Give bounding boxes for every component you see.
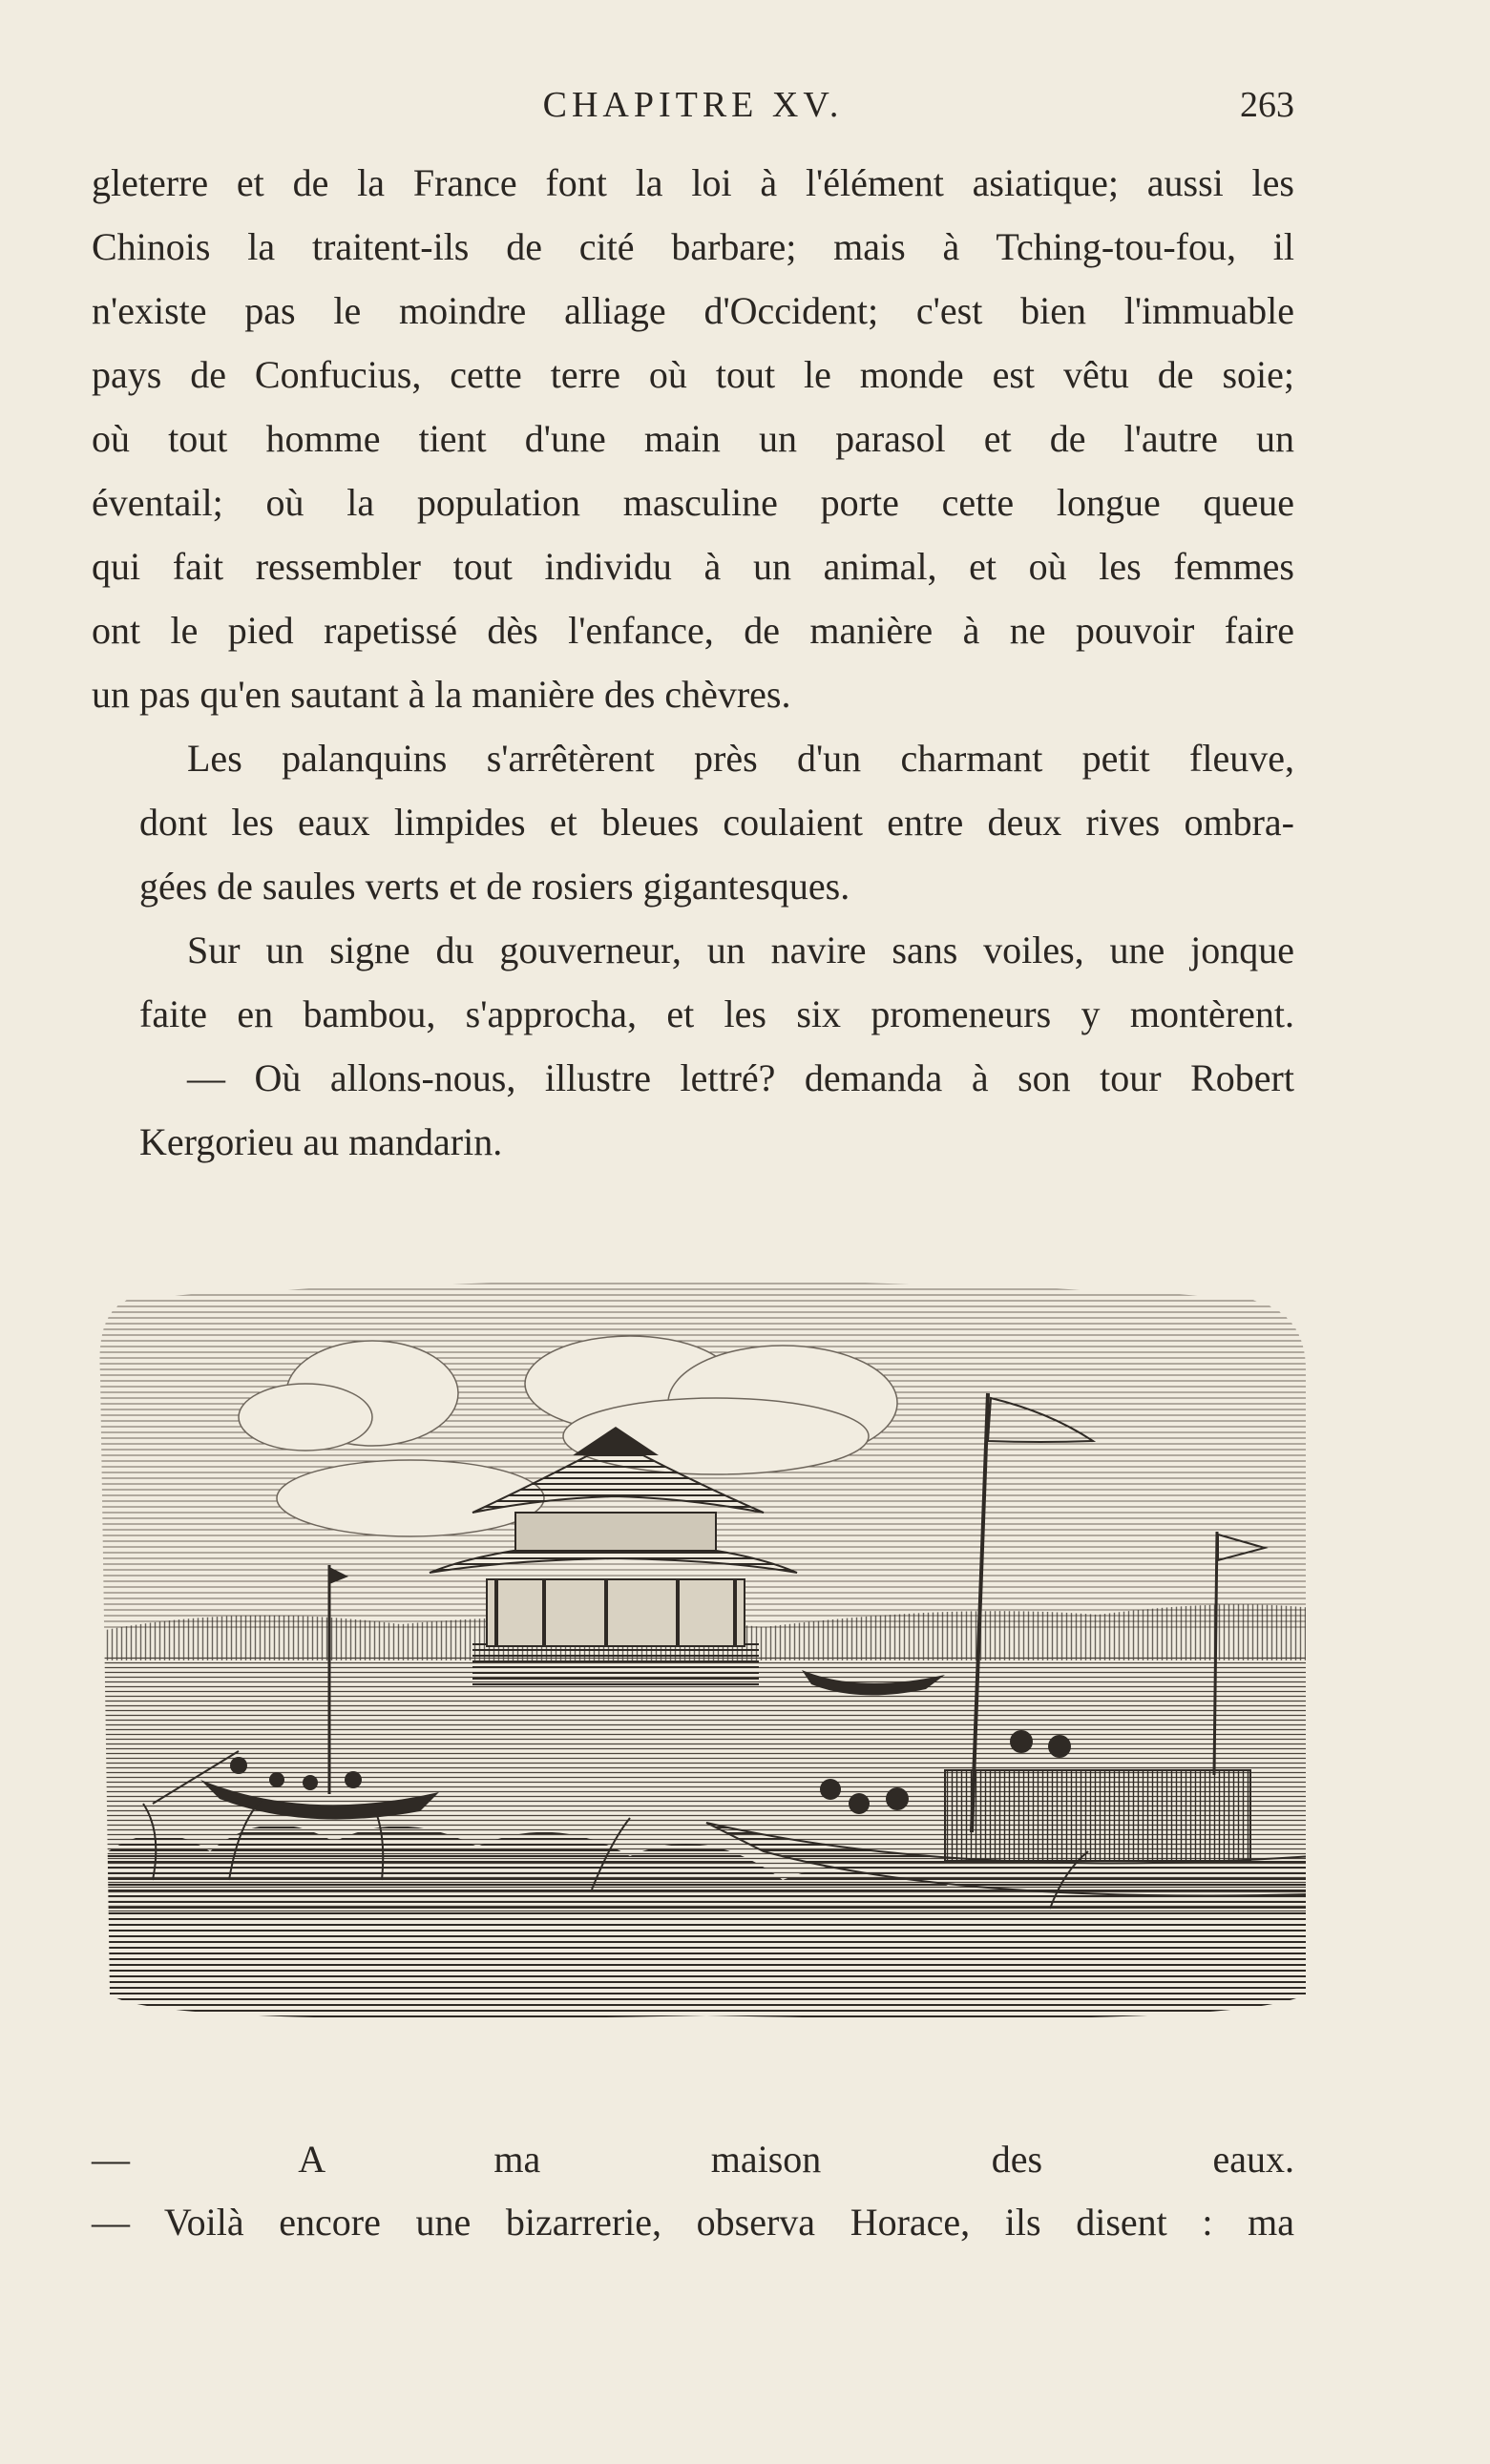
text-line: qui fait ressembler tout individu à un animal, et où les femmes — [92, 545, 1294, 588]
dialogue-line: — A ma maison des eaux. — [92, 2138, 1294, 2181]
text-line: où tout homme tient d'une main un parasol et de l'autre un — [92, 417, 1294, 460]
text-line: ont le pied rapetissé dès l'enfance, de manière à ne pouvoir faire — [92, 609, 1294, 652]
page-number: 263 — [1240, 85, 1294, 125]
text-line: gleterre et de la France font la loi à l'élément asiatique; aussi les — [92, 161, 1294, 204]
paragraph — [92, 726, 1294, 918]
chapter-title: CHAPITRE XV. — [542, 85, 844, 125]
text-line: Chinois la traitent-ils de cité barbare; mais à Tching-tou-fou, il — [92, 225, 1294, 268]
text-line: pays de Confucius, cette terre où tout le monde est vêtu de soie; — [92, 353, 1294, 396]
paragraph — [92, 151, 1294, 726]
dialogue — [92, 2128, 1294, 2254]
text-line: dont les eaux limpides et bleues coulaient entre deux rives ombra- — [139, 801, 1294, 844]
text-line: — Où allons-nous, illustre lettré? demanda à son tour Robert — [187, 1056, 1294, 1099]
text-line: faite en bambou, s'approcha, et les six promeneurs y montèrent. — [139, 992, 1294, 1035]
running-head — [92, 84, 1294, 141]
text-line: n'existe pas le moindre alliage d'Occident; c'est bien l'immuable — [92, 289, 1294, 332]
engraving-illustration — [95, 1269, 1312, 2023]
text-line: Kergorieu au mandarin. — [139, 1120, 503, 1163]
paragraph — [92, 918, 1294, 1046]
paragraph — [92, 1046, 1294, 1174]
engraving-svg — [95, 1269, 1312, 2023]
text-line: Sur un signe du gouverneur, un navire sans voiles, une jonque — [187, 929, 1294, 971]
text-line: un pas qu'en sautant à la manière des chèvres. — [92, 673, 791, 716]
text-line: Les palanquins s'arrêtèrent près d'un charmant petit fleuve, — [187, 737, 1294, 780]
dialogue-line: — Voilà encore une bizarrerie, observa Horace, ils disent : ma — [92, 2201, 1294, 2244]
text-line: éventail; où la population masculine porte cette longue queue — [92, 481, 1294, 524]
text-line: gées de saules verts et de rosiers gigantesques. — [139, 865, 850, 908]
body-text — [92, 151, 1294, 1174]
